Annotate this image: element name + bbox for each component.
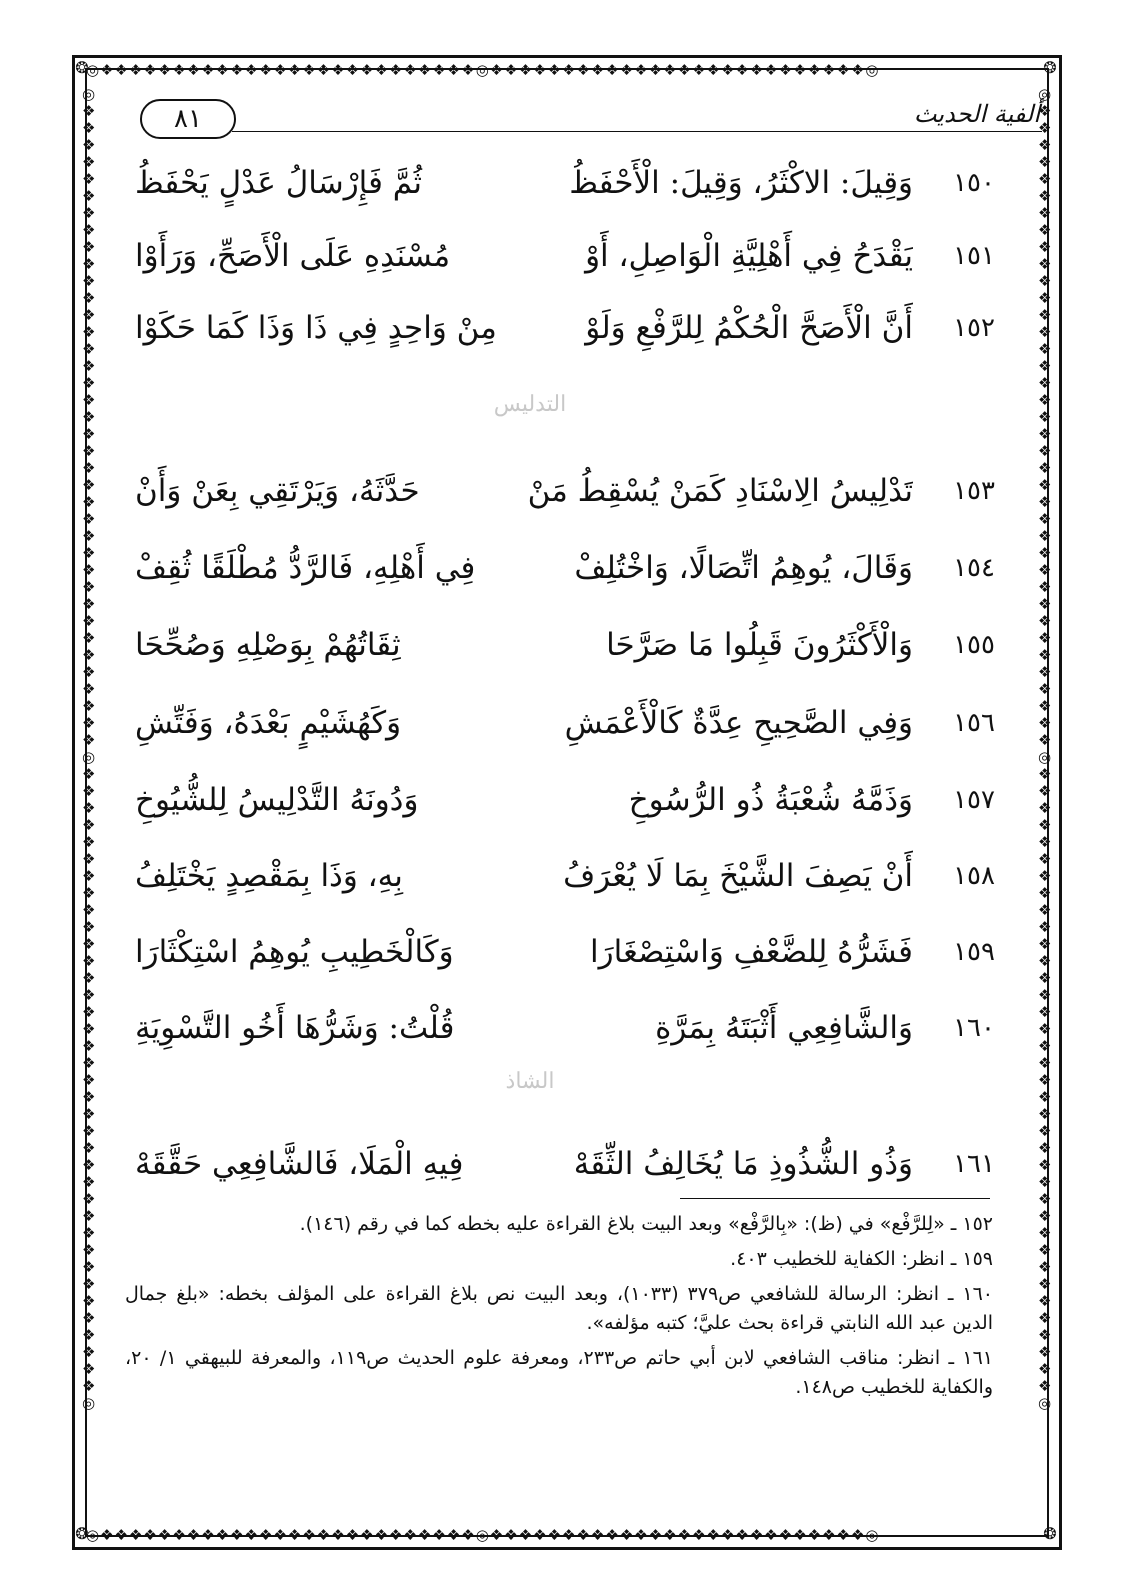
verse-number: ١٥١ [953, 241, 995, 271]
verse-second-hemistich: حَدَّثَهُ، وَيَرْتَقِي بِعَنْ وَأَنْ [135, 473, 420, 509]
verse-number: ١٦٠ [953, 1013, 995, 1043]
ornament-border-left: ◎❖❖❖❖❖❖❖❖❖❖❖❖❖❖❖❖❖❖❖❖❖❖❖❖❖❖❖❖❖❖❖❖❖❖❖❖❖❖◎❖❖❖❖❖❖❖❖❖❖❖❖❖❖❖❖❖❖❖❖❖❖❖❖❖❖❖❖❖❖❖❖❖❖❖❖❖◎ [82, 86, 97, 1412]
verse-first-hemistich: وَقِيلَ: الاكْثَرُ، وَقِيلَ: الْأَحْفَظُ [569, 165, 913, 201]
verse-second-hemistich: بِهِ، وَذَا بِمَقْصِدٍ يَخْتَلِفُ [135, 858, 403, 894]
verse-second-hemistich: مُسْنَدِهِ عَلَى الْأَصَحِّ، وَرَأَوْا [135, 238, 451, 274]
verse-first-hemistich: وَقَالَ، يُوهِمُ اتِّصَالًا، وَاخْتُلِفْ [574, 550, 913, 586]
footnote: ١٦١ ـ انظر: مناقب الشافعي لابن أبي حاتم ص٢٣٣، ومعرفة علوم الحديث ص١١٩، والمعرفة للبيهقي ١/ ٢٠، والكفاية للخطيب ص١٤٨. [125, 1347, 993, 1398]
corner-ornament-icon: ❂ [75, 58, 89, 77]
verse-row [95, 922, 995, 982]
footnote-rule [680, 1198, 990, 1199]
verse-first-hemistich: تَدْلِيسُ الِاسْنَادِ كَمَنْ يُسْقِطُ مَنْ [527, 473, 913, 509]
page-number: ٨١ [140, 99, 236, 139]
header-rule [232, 131, 1042, 132]
verse-row [95, 461, 995, 521]
verse-second-hemistich: وَكَالْخَطِيبِ يُوهِمُ اسْتِكْثَارَا [135, 934, 454, 970]
verse-first-hemistich: وَالْأَكْثَرُونَ قَبِلُوا مَا صَرَّحَا [606, 627, 913, 663]
footnote: ١٥٩ ـ انظر: الكفاية للخطيب ٤٠٣. [730, 1248, 993, 1270]
verse-number: ١٥٣ [953, 476, 995, 506]
verse-number: ١٥٦ [953, 708, 995, 738]
section-heading-shadh: الشاذ [505, 1069, 555, 1094]
verse-row [95, 298, 995, 358]
verse-second-hemistich: وَكَهُشَيْمٍ بَعْدَهُ، وَفَتِّشِ [135, 705, 402, 741]
verse-second-hemistich: مِنْ وَاحِدٍ فِي ذَا وَذَا كَمَا حَكَوْا [135, 310, 497, 346]
verse-number: ١٦١ [953, 1149, 995, 1179]
footnotes [125, 1210, 993, 1408]
verse-number: ١٥٥ [953, 630, 995, 660]
verse-row [95, 693, 995, 753]
verse-number: ١٥٠ [953, 168, 995, 198]
verse-row [95, 846, 995, 906]
verse-number: ١٥٤ [953, 553, 995, 583]
verse-first-hemistich: وَذُو الشُّذُوذِ مَا يُخَالِفُ الثِّقَهْ [573, 1146, 913, 1182]
verse-number: ١٥٨ [953, 861, 995, 891]
verse-second-hemistich: قُلْتُ: وَشَرُّهَا أَخُو التَّسْوِيَةِ [135, 1010, 455, 1046]
running-title: ألفية الحديث [913, 100, 1040, 128]
verse-row [95, 615, 995, 675]
verse-second-hemistich: فِي أَهْلِهِ، فَالرَّدُّ مُطْلَقًا ثُقِفْ [135, 550, 476, 586]
verse-first-hemistich: أَنْ يَصِفَ الشَّيْخَ بِمَا لَا يُعْرَفُ [563, 858, 913, 894]
verse-row [95, 770, 995, 830]
verse-second-hemistich: فِيهِ الْمَلَا، فَالشَّافِعِي حَقَّقَهْ [135, 1146, 464, 1182]
verse-row [95, 998, 995, 1058]
verse-number: ١٥٢ [953, 313, 995, 343]
footnote: ١٦٠ ـ انظر: الرسالة للشافعي ص٣٧٩ (١٠٣٣)، وبعد البيت نص بلاغ القراءة على المؤلف بخطه: «بلغ جمال الدين عبد الله النابتي قراءة بحث عليَّ؛ كتبه مؤلفه». [125, 1283, 994, 1334]
corner-ornament-icon: ❂ [1043, 1524, 1057, 1543]
footnote: ١٥٢ ـ «لِلرَّفْع» في (ظ): «بِالرَّفْع» وبعد البيت بلاغ القراءة عليه بخطه كما في رقم (١٤٦). [299, 1213, 993, 1235]
verse-first-hemistich: أَنَّ الْأَصَحَّ الْحُكْمُ لِلرَّفْعِ وَلَوْ [585, 310, 913, 346]
verse-first-hemistich: وَفِي الصَّحِيحِ عِدَّةٌ كَالْأَعْمَشِ [564, 705, 913, 741]
verse-second-hemistich: ثِقَاتُهُمْ بِوَصْلِهِ وَصُحِّحَا [135, 627, 401, 663]
verse-second-hemistich: وَدُونَهُ التَّدْلِيسُ لِلشُّيُوخِ [135, 782, 419, 818]
ornament-border-bottom: ◎❖❖❖❖❖❖❖❖❖❖❖❖❖❖❖❖❖❖❖❖❖❖❖❖❖❖◎❖❖❖❖❖❖❖❖❖❖❖❖❖❖❖❖❖❖❖❖❖❖❖❖❖❖◎ [86, 1526, 880, 1544]
verse-first-hemistich: وَالشَّافِعِي أَثْبَتَهُ بِمَرَّةِ [655, 1010, 913, 1046]
section-heading-tadlis: التدليس [493, 392, 567, 417]
verse-row [95, 1134, 995, 1194]
verse-row [95, 226, 995, 286]
ornament-border-right: ◎❖❖❖❖❖❖❖❖❖❖❖❖❖❖❖❖❖❖❖❖❖❖❖❖❖❖❖❖❖❖❖❖❖❖❖❖❖❖◎❖❖❖❖❖❖❖❖❖❖❖❖❖❖❖❖❖❖❖❖❖❖❖❖❖❖❖❖❖❖❖❖❖❖❖❖❖◎ [1038, 86, 1053, 1412]
verse-number: ١٥٩ [953, 937, 995, 967]
verse-first-hemistich: فَشَرُّهُ لِلضَّعْفِ وَاسْتِصْغَارَا [590, 934, 913, 970]
verse-first-hemistich: يَقْدَحُ فِي أَهْلِيَّةِ الْوَاصِلِ، أَوْ [585, 238, 913, 274]
ornament-border-top: ◎❖❖❖❖❖❖❖❖❖❖❖❖❖❖❖❖❖❖❖❖❖❖❖❖❖❖◎❖❖❖❖❖❖❖❖❖❖❖❖❖❖❖❖❖❖❖❖❖❖❖❖❖❖◎ [86, 61, 880, 79]
verse-row [95, 153, 995, 213]
verse-second-hemistich: ثُمَّ فَإِرْسَالُ عَدْلٍ يَحْفَظُ [135, 165, 423, 201]
corner-ornament-icon: ❂ [1043, 58, 1057, 77]
verse-number: ١٥٧ [953, 785, 995, 815]
corner-ornament-icon: ❂ [75, 1524, 89, 1543]
verse-row [95, 538, 995, 598]
verse-first-hemistich: وَذَمَّهُ شُعْبَةُ ذُو الرُّسُوخِ [628, 782, 913, 818]
